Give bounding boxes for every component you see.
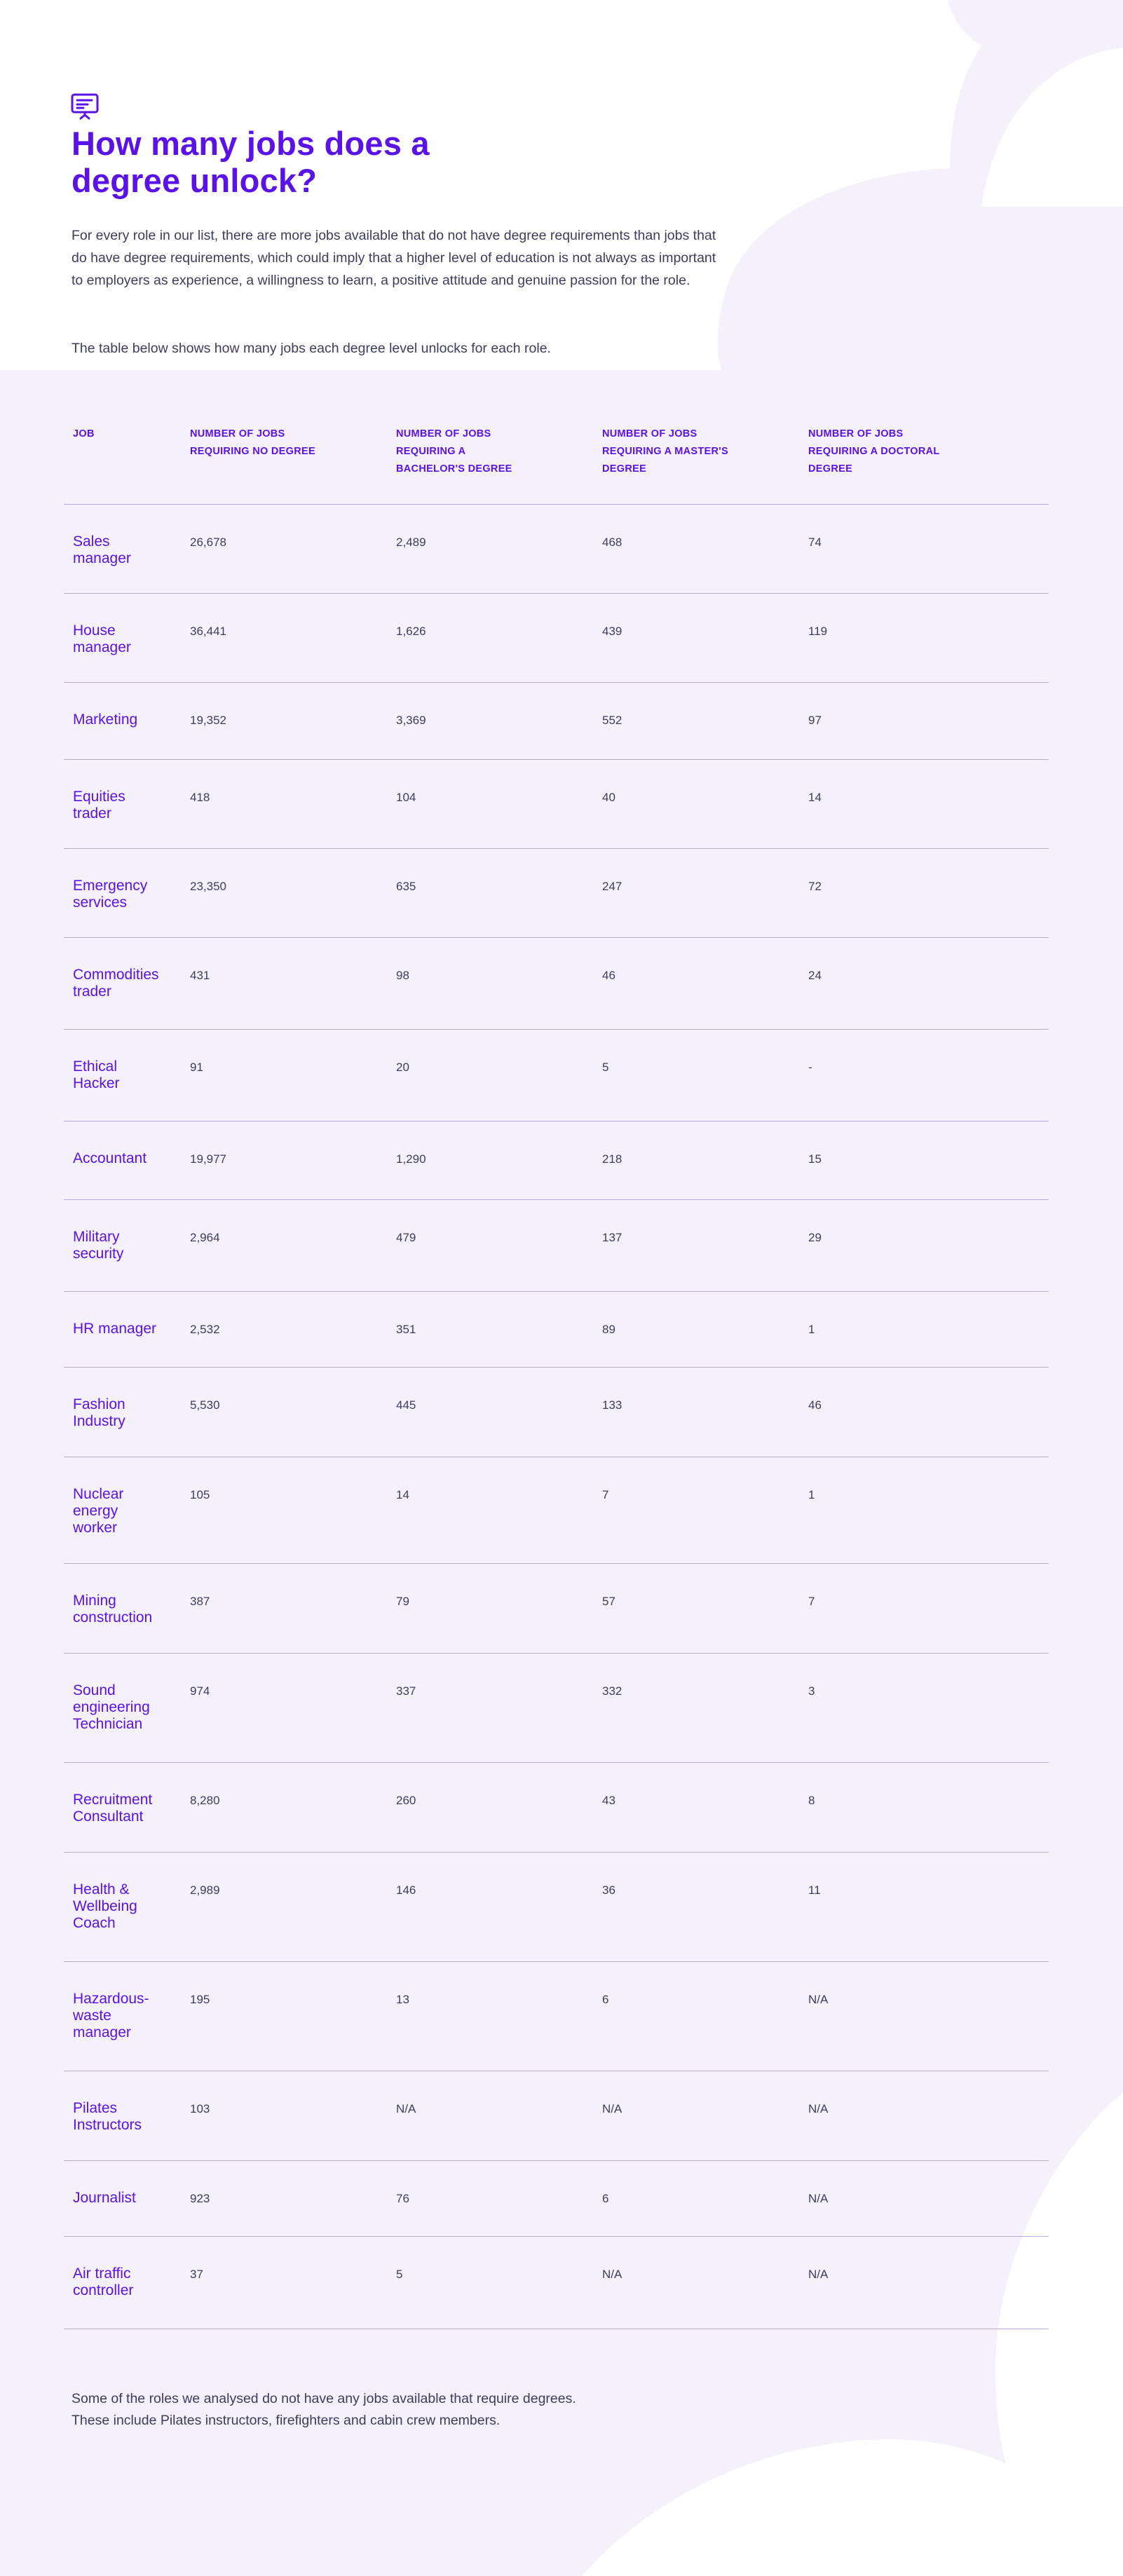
master-count-cell: 468	[602, 536, 622, 549]
bachelor-count-cell: 479	[396, 1231, 416, 1244]
job-name-cell	[64, 1564, 187, 1626]
job-name-cell	[64, 1292, 187, 1337]
job-name-line: manager	[73, 639, 131, 655]
master-count-cell: 7	[602, 1488, 609, 1501]
job-name-cell	[64, 1368, 187, 1430]
job-name-line: Fashion	[73, 1396, 125, 1412]
bachelor-count-cell: 104	[396, 791, 416, 804]
no-degree-count-cell: 2,989	[190, 1883, 220, 1897]
no-degree-count-cell: 37	[190, 2268, 203, 2281]
job-name-line: Hazardous-	[73, 1991, 149, 2007]
master-count-cell: N/A	[602, 2268, 622, 2281]
no-degree-count-cell: 195	[190, 1993, 210, 2006]
master-count-cell: 5	[602, 1061, 609, 1074]
master-count-cell: 36	[602, 1883, 615, 1897]
job-name-line: security	[73, 1246, 124, 1262]
job-name-line: Equities	[73, 789, 125, 805]
job-name-line: trader	[73, 983, 111, 1000]
job-name-line: waste	[73, 2008, 111, 2024]
job-name-line: energy	[73, 1503, 118, 1519]
no-degree-count-cell: 923	[190, 2192, 210, 2205]
job-name-line: Marketing	[73, 711, 138, 728]
bachelor-count-cell: 445	[396, 1398, 416, 1412]
bachelor-count-cell: 2,489	[396, 536, 426, 549]
job-name-cell	[64, 594, 187, 656]
table-row	[64, 1654, 1049, 1763]
master-count-cell: 332	[602, 1684, 622, 1698]
job-name-line: Instructors	[73, 2117, 142, 2133]
job-name-cell	[64, 1030, 187, 1092]
job-name-line: Journalist	[73, 2190, 136, 2206]
job-name-line: Technician	[73, 1716, 143, 1732]
doctoral-count-cell: 97	[808, 714, 822, 727]
job-name-line: Accountant	[73, 1150, 147, 1166]
job-name-line: Sales	[73, 533, 110, 550]
bachelor-count-cell: 260	[396, 1794, 416, 1807]
job-name-line: Wellbeing	[73, 1898, 137, 1914]
master-count-cell: 247	[602, 880, 622, 893]
job-name-line: Nuclear	[73, 1486, 124, 1502]
job-name-line: Hacker	[73, 1075, 120, 1091]
job-name-cell	[64, 1962, 187, 2041]
master-count-cell: 218	[602, 1152, 622, 1166]
job-name-line: HR manager	[73, 1321, 157, 1337]
job-name-line: worker	[73, 1520, 118, 1536]
doctoral-count-cell: N/A	[808, 2268, 829, 2281]
doctoral-count-cell: 29	[808, 1231, 822, 1244]
table-header	[64, 418, 1049, 505]
bachelor-count-cell: 351	[396, 1323, 416, 1336]
job-name-line: House	[73, 622, 116, 639]
bachelor-count-cell: 20	[396, 1061, 409, 1074]
bachelor-count-cell: 146	[396, 1883, 416, 1897]
footer-line-1: Some of the roles we analysed do not have any jobs available that require degrees.	[72, 2391, 576, 2406]
doctoral-count-cell: 7	[808, 1595, 815, 1608]
bachelor-count-cell: 79	[396, 1595, 409, 1608]
column-header-doctoral: NUMBER OF JOBS REQUIRING A DOCTORAL DEGREE	[808, 428, 940, 475]
job-name-line: Mining	[73, 1593, 116, 1609]
table-intro-note: The table below shows how many jobs each degree level unlocks for each role.	[72, 341, 551, 356]
no-degree-count-cell: 2,964	[190, 1231, 220, 1244]
table-body	[64, 505, 1049, 2329]
master-count-cell: 46	[602, 969, 615, 982]
master-count-cell: 552	[602, 714, 622, 727]
column-header-no-degree: NUMBER OF JOBS REQUIRING NO DEGREE	[190, 428, 315, 457]
table-row	[64, 1763, 1049, 1853]
no-degree-count-cell: 431	[190, 969, 210, 982]
table-row	[64, 938, 1049, 1030]
presentation-board-icon	[71, 93, 100, 121]
doctoral-count-cell: 46	[808, 1398, 822, 1412]
doctoral-count-cell: 15	[808, 1152, 822, 1166]
job-name-cell	[64, 760, 187, 822]
doctoral-count-cell: 74	[808, 536, 822, 549]
job-name-line: Emergency	[73, 878, 148, 894]
jobs-table	[64, 418, 1049, 2329]
job-name-line: construction	[73, 1609, 153, 1626]
job-name-line: manager	[73, 2024, 131, 2040]
job-name-cell	[64, 938, 187, 1000]
no-degree-count-cell: 387	[190, 1595, 210, 1608]
master-count-cell: 89	[602, 1323, 615, 1336]
no-degree-count-cell: 91	[190, 1061, 203, 1074]
no-degree-count-cell: 418	[190, 791, 210, 804]
master-count-cell: 57	[602, 1595, 615, 1608]
master-count-cell: 439	[602, 625, 622, 638]
footer-line-2: These include Pilates instructors, firefighters and cabin crew members.	[72, 2413, 501, 2428]
job-name-cell	[64, 683, 187, 728]
no-degree-count-cell: 2,532	[190, 1323, 220, 1336]
master-count-cell: 6	[602, 1993, 609, 2006]
doctoral-count-cell: 3	[808, 1684, 815, 1698]
job-name-line: trader	[73, 805, 111, 822]
table-row	[64, 1200, 1049, 1292]
bachelor-count-cell: 5	[396, 2268, 403, 2281]
job-name-line: Recruitment	[73, 1792, 153, 1808]
bachelor-count-cell: 1,290	[396, 1152, 426, 1166]
bachelor-count-cell: 3,369	[396, 714, 426, 727]
job-name-line: Consultant	[73, 1808, 144, 1825]
doctoral-count-cell: 14	[808, 791, 822, 804]
footer-note	[72, 2388, 702, 2432]
bachelor-count-cell: 13	[396, 1993, 409, 2006]
doctoral-count-cell: -	[808, 1061, 812, 1074]
doctoral-count-cell: 1	[808, 1323, 815, 1336]
job-name-line: Military	[73, 1229, 120, 1245]
table-row	[64, 1368, 1049, 1457]
job-name-line: controller	[73, 2282, 134, 2298]
no-degree-count-cell: 103	[190, 2102, 210, 2115]
bachelor-count-cell: 635	[396, 880, 416, 893]
job-name-cell	[64, 1853, 187, 1932]
job-name-line: Air traffic	[73, 2265, 131, 2282]
table-row	[64, 1122, 1049, 1200]
no-degree-count-cell: 105	[190, 1488, 210, 1501]
doctoral-count-cell: N/A	[808, 2102, 829, 2115]
table-row	[64, 1962, 1049, 2071]
job-name-line: Coach	[73, 1915, 116, 1931]
table-row	[64, 1292, 1049, 1368]
bachelor-count-cell: 98	[396, 969, 409, 982]
job-name-cell	[64, 849, 187, 911]
table-row	[64, 505, 1049, 594]
doctoral-count-cell: 24	[808, 969, 822, 982]
master-count-cell: N/A	[602, 2102, 622, 2115]
job-name-cell	[64, 2237, 187, 2299]
job-name-cell	[64, 1654, 187, 1733]
bachelor-count-cell: 14	[396, 1488, 409, 1501]
job-name-cell	[64, 1122, 187, 1167]
doctoral-count-cell: N/A	[808, 2192, 829, 2205]
no-degree-count-cell: 26,678	[190, 536, 226, 549]
table-row	[64, 2071, 1049, 2161]
no-degree-count-cell: 8,280	[190, 1794, 220, 1807]
job-name-cell	[64, 2071, 187, 2134]
no-degree-count-cell: 5,530	[190, 1398, 220, 1412]
job-name-line: Health &	[73, 1881, 130, 1897]
column-header-bachelor: NUMBER OF JOBS REQUIRING A BACHELOR'S DEGREE	[396, 428, 512, 475]
job-name-cell	[64, 1457, 187, 1536]
table-row	[64, 2237, 1049, 2329]
master-count-cell: 137	[602, 1231, 622, 1244]
page-title: How many jobs does a degree unlock?	[72, 125, 430, 199]
no-degree-count-cell: 974	[190, 1684, 210, 1698]
table-row	[64, 594, 1049, 683]
master-count-cell: 40	[602, 791, 615, 804]
job-name-cell	[64, 505, 187, 567]
master-count-cell: 43	[602, 1794, 615, 1807]
job-name-line: Sound	[73, 1682, 116, 1698]
job-name-cell	[64, 1763, 187, 1825]
job-name-line: Commodities	[73, 967, 159, 983]
table-row	[64, 1030, 1049, 1122]
no-degree-count-cell: 19,977	[190, 1152, 226, 1166]
no-degree-count-cell: 36,441	[190, 625, 226, 638]
doctoral-count-cell: 11	[808, 1883, 821, 1897]
doctoral-count-cell: 8	[808, 1794, 815, 1807]
doctoral-count-cell: 72	[808, 880, 822, 893]
bachelor-count-cell: N/A	[396, 2102, 416, 2115]
job-name-line: Pilates	[73, 2100, 118, 2116]
master-count-cell: 133	[602, 1398, 622, 1412]
doctoral-count-cell: N/A	[808, 1993, 829, 2006]
job-name-cell	[64, 1200, 187, 1262]
job-name-line: manager	[73, 550, 131, 566]
doctoral-count-cell: 119	[808, 625, 828, 638]
no-degree-count-cell: 19,352	[190, 714, 226, 727]
bachelor-count-cell: 1,626	[396, 625, 426, 638]
bachelor-count-cell: 337	[396, 1684, 416, 1698]
bachelor-count-cell: 76	[396, 2192, 409, 2205]
table-row	[64, 683, 1049, 760]
job-name-line: Industry	[73, 1413, 125, 1429]
job-name-line: Ethical	[73, 1058, 118, 1075]
table-row	[64, 1853, 1049, 1962]
job-name-line: engineering	[73, 1699, 150, 1715]
table-row	[64, 1564, 1049, 1654]
column-header-job: JOB	[73, 428, 95, 439]
table-row	[64, 760, 1049, 849]
job-name-cell	[64, 2161, 187, 2207]
intro-paragraph: For every role in our list, there are more jobs available that do not have degree requirements than jobs that do have degree requirements, which could imply that a higher level of education is not always as important to employers as experience, a willingness to learn, a positive attitude and genuine passion for the role.	[72, 228, 716, 288]
column-header-master: NUMBER OF JOBS REQUIRING A MASTER'S DEGREE	[602, 428, 728, 475]
table-row	[64, 849, 1049, 938]
doctoral-count-cell: 1	[808, 1488, 815, 1501]
table-row	[64, 2161, 1049, 2237]
table-row	[64, 1457, 1049, 1564]
job-name-line: services	[73, 894, 128, 911]
master-count-cell: 6	[602, 2192, 609, 2205]
no-degree-count-cell: 23,350	[190, 880, 226, 893]
